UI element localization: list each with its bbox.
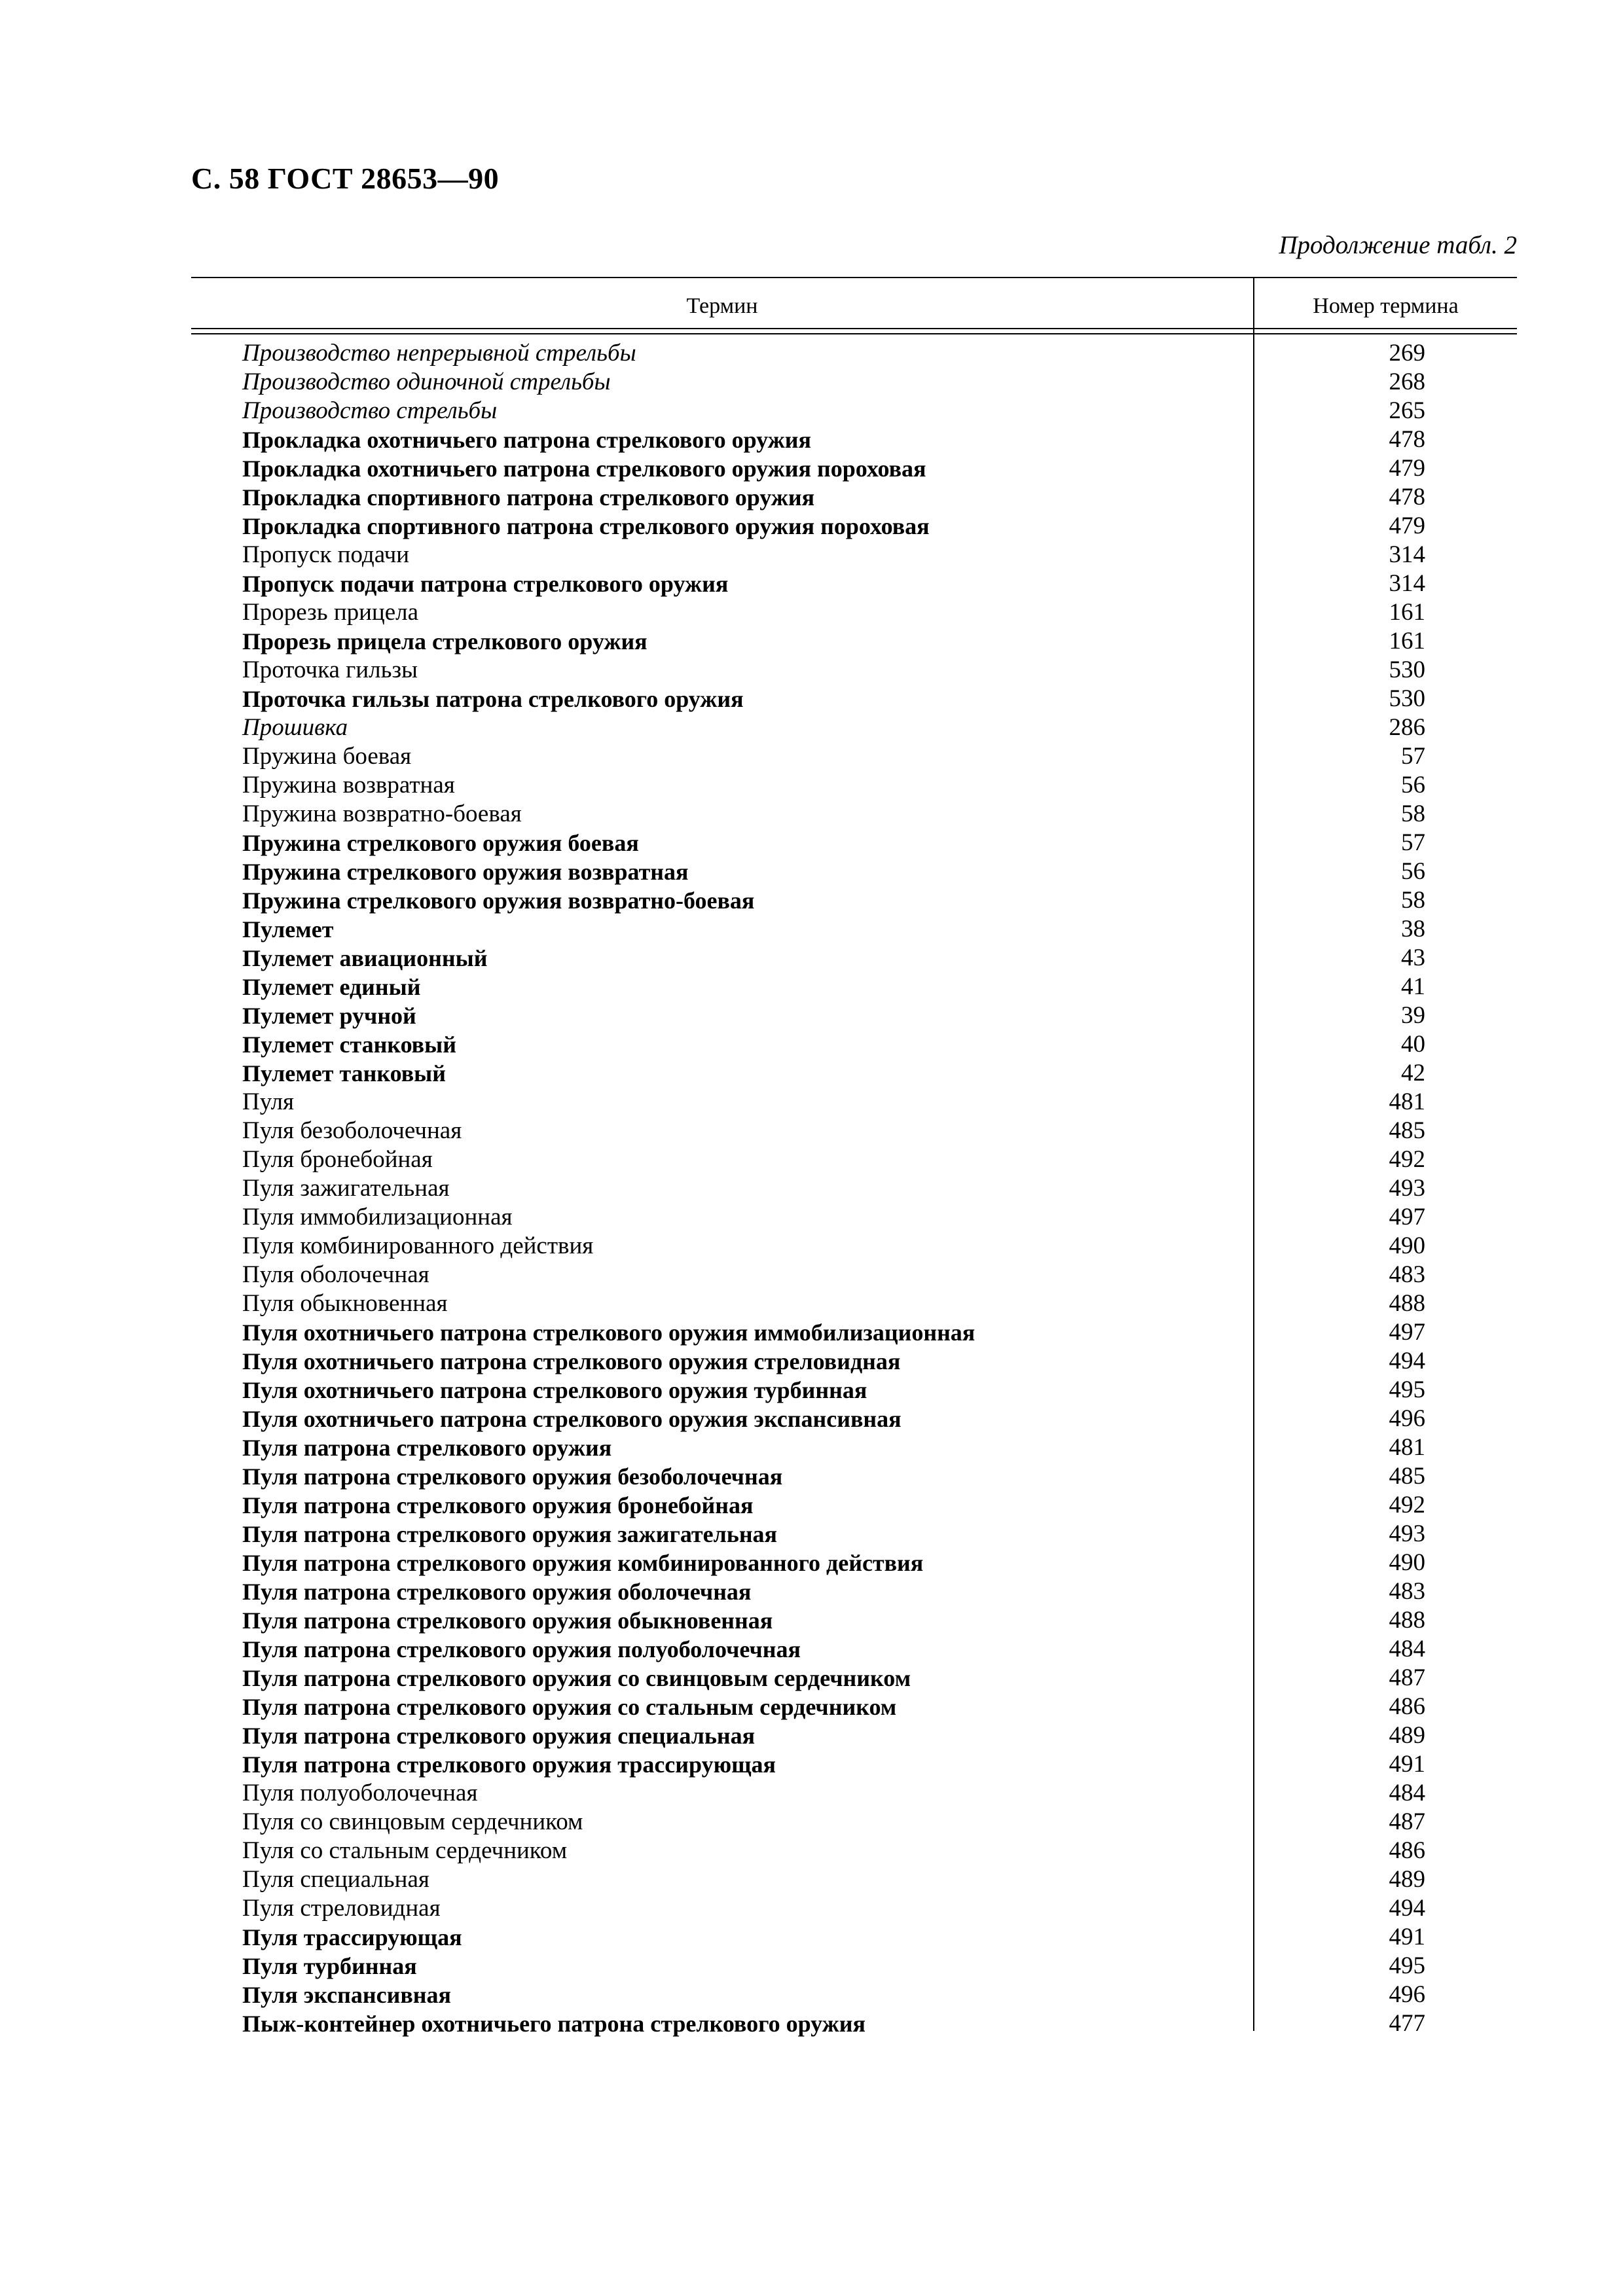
term-cell: Пуля патрона стрелкового оружия специальная — [242, 1723, 756, 1749]
term-cell: Проточка гильзы патрона стрелкового оружия — [242, 686, 744, 712]
term-number-cell: 495 — [1389, 1376, 1425, 1403]
term-number-cell: 530 — [1389, 656, 1425, 683]
term-cell: Пружина возвратная — [242, 772, 455, 798]
term-number-cell: 487 — [1389, 1808, 1425, 1835]
term-number-cell: 491 — [1389, 1924, 1425, 1950]
table-row — [191, 685, 1517, 713]
term-number-cell: 39 — [1401, 1002, 1425, 1029]
table-row — [191, 1174, 1517, 1203]
table-row — [191, 541, 1517, 569]
term-cell: Пуля патрона стрелкового оружия зажигательная — [242, 1521, 778, 1547]
term-number-cell: 483 — [1389, 1578, 1425, 1605]
term-number-cell: 161 — [1389, 599, 1425, 626]
term-cell: Прорезь прицела стрелкового оружия — [242, 628, 647, 655]
table-row — [191, 1779, 1517, 1808]
term-cell: Пулемет танковый — [242, 1060, 446, 1086]
table-row — [191, 483, 1517, 512]
table-row — [191, 1923, 1517, 1952]
table-row — [191, 1347, 1517, 1376]
table-row — [191, 1405, 1517, 1433]
table-row — [191, 1232, 1517, 1261]
term-cell: Пружина боевая — [242, 743, 412, 770]
term-number-cell: 490 — [1389, 1232, 1425, 1259]
table-row — [191, 1981, 1517, 2009]
term-number-cell: 38 — [1401, 916, 1425, 942]
table-row — [191, 1088, 1517, 1117]
table-row — [191, 1808, 1517, 1837]
term-cell: Производство стрельбы — [242, 397, 498, 424]
table-row — [191, 1693, 1517, 1721]
table-row — [191, 1635, 1517, 1664]
table-row — [191, 1203, 1517, 1232]
term-number-cell: 489 — [1389, 1722, 1425, 1749]
table-row — [191, 397, 1517, 425]
header-rule — [191, 328, 1517, 329]
term-number-cell: 493 — [1389, 1175, 1425, 1202]
term-cell: Проточка гильзы — [242, 656, 418, 683]
term-cell: Производство непрерывной стрельбы — [242, 340, 636, 367]
term-cell: Пуля полуоболочечная — [242, 1780, 478, 1806]
term-number-cell: 484 — [1389, 1780, 1425, 1806]
term-number-cell: 496 — [1389, 1981, 1425, 2008]
table-row — [191, 1289, 1517, 1318]
table-row — [191, 1030, 1517, 1059]
table-header-row — [191, 294, 1517, 325]
term-cell: Пуля иммобилизационная — [242, 1204, 513, 1230]
term-number-cell: 43 — [1401, 944, 1425, 971]
term-number-cell: 497 — [1389, 1204, 1425, 1230]
table-row — [191, 1318, 1517, 1347]
table-continuation-label: Продолжение табл. 2 — [1279, 231, 1517, 259]
term-number-cell: 265 — [1389, 397, 1425, 424]
term-cell: Пуля обыкновенная — [242, 1290, 448, 1317]
term-number-cell: 478 — [1389, 484, 1425, 511]
term-cell: Пуля патрона стрелкового оружия бронебойная — [242, 1492, 754, 1518]
term-number-cell: 479 — [1389, 455, 1425, 482]
term-cell: Пуля бронебойная — [242, 1146, 433, 1173]
term-cell: Пуля безоболочечная — [242, 1117, 462, 1144]
table-row — [191, 1865, 1517, 1894]
term-cell: Пуля со свинцовым сердечником — [242, 1808, 583, 1835]
term-number-cell: 57 — [1401, 743, 1425, 770]
table-row — [191, 857, 1517, 886]
term-cell: Пуля охотничьего патрона стрелкового оружия стреловидная — [242, 1348, 901, 1374]
term-cell: Пулемет станковый — [242, 1031, 456, 1058]
table-row — [191, 1491, 1517, 1520]
table-row — [191, 1549, 1517, 1577]
term-cell: Пропуск подачи — [242, 541, 410, 568]
table-row — [191, 1606, 1517, 1635]
table-row — [191, 1059, 1517, 1088]
table-top-rule — [191, 277, 1517, 278]
term-cell: Прошивка — [242, 714, 348, 741]
term-cell: Пуля оболочечная — [242, 1261, 429, 1288]
term-number-cell: 56 — [1401, 858, 1425, 885]
term-cell: Пуля патрона стрелкового оружия со стальным сердечником — [242, 1694, 897, 1720]
table-row — [191, 1117, 1517, 1145]
term-cell: Прокладка спортивного патрона стрелкового оружия пороховая — [242, 513, 930, 539]
term-number-cell: 494 — [1389, 1348, 1425, 1374]
term-cell: Пружина стрелкового оружия возвратно-боевая — [242, 888, 755, 914]
term-number-cell: 483 — [1389, 1261, 1425, 1288]
column-header-number: Номер термина — [1313, 294, 1459, 318]
term-cell: Пуля охотничьего патрона стрелкового оружия турбинная — [242, 1377, 867, 1403]
term-cell: Пулемет ручной — [242, 1003, 416, 1029]
term-cell: Пулемет единый — [242, 974, 421, 1000]
table-row — [191, 800, 1517, 829]
term-cell: Пуля патрона стрелкового оружия со свинцовым сердечником — [242, 1665, 911, 1691]
term-cell: Пуля охотничьего патрона стрелкового оружия иммобилизационная — [242, 1319, 976, 1346]
term-cell: Пропуск подачи патрона стрелкового оружия — [242, 571, 729, 597]
table-row — [191, 1433, 1517, 1462]
term-number-cell: 40 — [1401, 1031, 1425, 1058]
term-cell: Пуля патрона стрелкового оружия обыкновенная — [242, 1607, 773, 1634]
term-cell: Пуля стреловидная — [242, 1895, 441, 1922]
table-row — [191, 627, 1517, 656]
term-number-cell: 56 — [1401, 772, 1425, 798]
table-row — [191, 944, 1517, 973]
table-row — [191, 1462, 1517, 1491]
header-rule-second — [191, 333, 1517, 334]
term-cell: Пуля специальная — [242, 1866, 429, 1893]
term-number-cell: 314 — [1389, 541, 1425, 568]
term-number-cell: 485 — [1389, 1463, 1425, 1490]
term-number-cell: 494 — [1389, 1895, 1425, 1922]
term-number-cell: 486 — [1389, 1837, 1425, 1864]
term-number-cell: 484 — [1389, 1636, 1425, 1662]
table-body — [191, 339, 1517, 2038]
term-cell: Пружина стрелкового оружия боевая — [242, 830, 639, 856]
term-number-cell: 489 — [1389, 1866, 1425, 1893]
term-number-cell: 487 — [1389, 1664, 1425, 1691]
term-cell: Производство одиночной стрельбы — [242, 368, 611, 395]
table-row — [191, 771, 1517, 800]
term-cell: Пуля патрона стрелкового оружия — [242, 1435, 612, 1461]
term-cell: Пыж-контейнер охотничьего патрона стрелкового оружия — [242, 2011, 866, 2037]
term-number-cell: 42 — [1401, 1060, 1425, 1086]
table-row — [191, 915, 1517, 944]
term-number-cell: 497 — [1389, 1319, 1425, 1346]
term-number-cell: 496 — [1389, 1405, 1425, 1432]
table-row — [191, 1721, 1517, 1750]
term-cell: Пуля трассирующая — [242, 1924, 462, 1950]
table-row — [191, 1001, 1517, 1030]
term-number-cell: 488 — [1389, 1607, 1425, 1634]
table-row — [191, 1952, 1517, 1981]
table-row — [191, 569, 1517, 598]
table-row — [191, 598, 1517, 627]
term-cell: Пуля охотничьего патрона стрелкового оружия экспансивная — [242, 1406, 902, 1432]
term-number-cell: 286 — [1389, 714, 1425, 741]
term-number-cell: 58 — [1401, 887, 1425, 914]
term-number-cell: 481 — [1389, 1088, 1425, 1115]
table-row — [191, 1145, 1517, 1174]
term-cell: Пуля патрона стрелкового оружия безоболочечная — [242, 1463, 783, 1490]
term-number-cell: 161 — [1389, 628, 1425, 655]
table-row — [191, 973, 1517, 1001]
table-row — [191, 454, 1517, 483]
term-cell: Пулемет авиационный — [242, 945, 488, 971]
table-row — [191, 2009, 1517, 2038]
table-row — [191, 1577, 1517, 1606]
term-number-cell: 493 — [1389, 1520, 1425, 1547]
term-number-cell: 492 — [1389, 1146, 1425, 1173]
term-number-cell: 478 — [1389, 426, 1425, 453]
term-cell: Прокладка охотничьего патрона стрелкового оружия — [242, 427, 811, 453]
table-row — [191, 1376, 1517, 1405]
term-number-cell: 269 — [1389, 340, 1425, 367]
term-number-cell: 268 — [1389, 368, 1425, 395]
term-number-cell: 485 — [1389, 1117, 1425, 1144]
table-row — [191, 829, 1517, 857]
term-cell: Прокладка спортивного патрона стрелкового оружия — [242, 484, 815, 511]
table-row — [191, 1261, 1517, 1289]
table-row — [191, 1664, 1517, 1693]
page-header: С. 58 ГОСТ 28653—90 — [191, 162, 500, 195]
term-cell: Пуля экспансивная — [242, 1982, 452, 2008]
term-number-cell: 530 — [1389, 685, 1425, 712]
term-number-cell: 491 — [1389, 1751, 1425, 1778]
term-number-cell: 488 — [1389, 1290, 1425, 1317]
term-cell: Пуля зажигательная — [242, 1175, 450, 1202]
column-header-term: Термин — [686, 294, 758, 318]
term-cell: Прорезь прицела — [242, 599, 419, 626]
term-number-cell: 477 — [1389, 2010, 1425, 2037]
term-cell: Пуля со стальным сердечником — [242, 1837, 568, 1864]
table-row — [191, 1520, 1517, 1549]
term-number-cell: 41 — [1401, 973, 1425, 1000]
term-cell: Пуля патрона стрелкового оружия трассирующая — [242, 1751, 776, 1778]
term-cell: Пуля комбинированного действия — [242, 1232, 594, 1259]
term-cell: Пулемет — [242, 916, 334, 942]
term-number-cell: 481 — [1389, 1434, 1425, 1461]
term-number-cell: 57 — [1401, 829, 1425, 856]
table-row — [191, 368, 1517, 397]
table-row — [191, 339, 1517, 368]
term-cell: Пуля турбинная — [242, 1953, 417, 1979]
term-cell: Пружина стрелкового оружия возвратная — [242, 859, 689, 885]
table-row — [191, 425, 1517, 454]
term-cell: Пуля патрона стрелкового оружия оболочечная — [242, 1579, 752, 1605]
term-number-cell: 490 — [1389, 1549, 1425, 1576]
term-number-cell: 58 — [1401, 800, 1425, 827]
term-cell: Прокладка охотничьего патрона стрелкового оружия пороховая — [242, 456, 926, 482]
term-number-cell: 495 — [1389, 1952, 1425, 1979]
table-row — [191, 886, 1517, 915]
term-number-cell: 486 — [1389, 1693, 1425, 1720]
term-number-cell: 492 — [1389, 1492, 1425, 1518]
term-cell: Пуля патрона стрелкового оружия комбинированного действия — [242, 1550, 924, 1576]
term-cell: Пуля патрона стрелкового оружия полуоболочечная — [242, 1636, 801, 1662]
term-cell: Пружина возвратно-боевая — [242, 800, 522, 827]
term-number-cell: 479 — [1389, 512, 1425, 539]
table-row — [191, 713, 1517, 742]
table-row — [191, 512, 1517, 541]
table-row — [191, 1750, 1517, 1779]
table-row — [191, 742, 1517, 771]
term-cell: Пуля — [242, 1088, 295, 1115]
table-row — [191, 656, 1517, 685]
table-row — [191, 1837, 1517, 1865]
table-row — [191, 1894, 1517, 1923]
term-number-cell: 314 — [1389, 570, 1425, 597]
